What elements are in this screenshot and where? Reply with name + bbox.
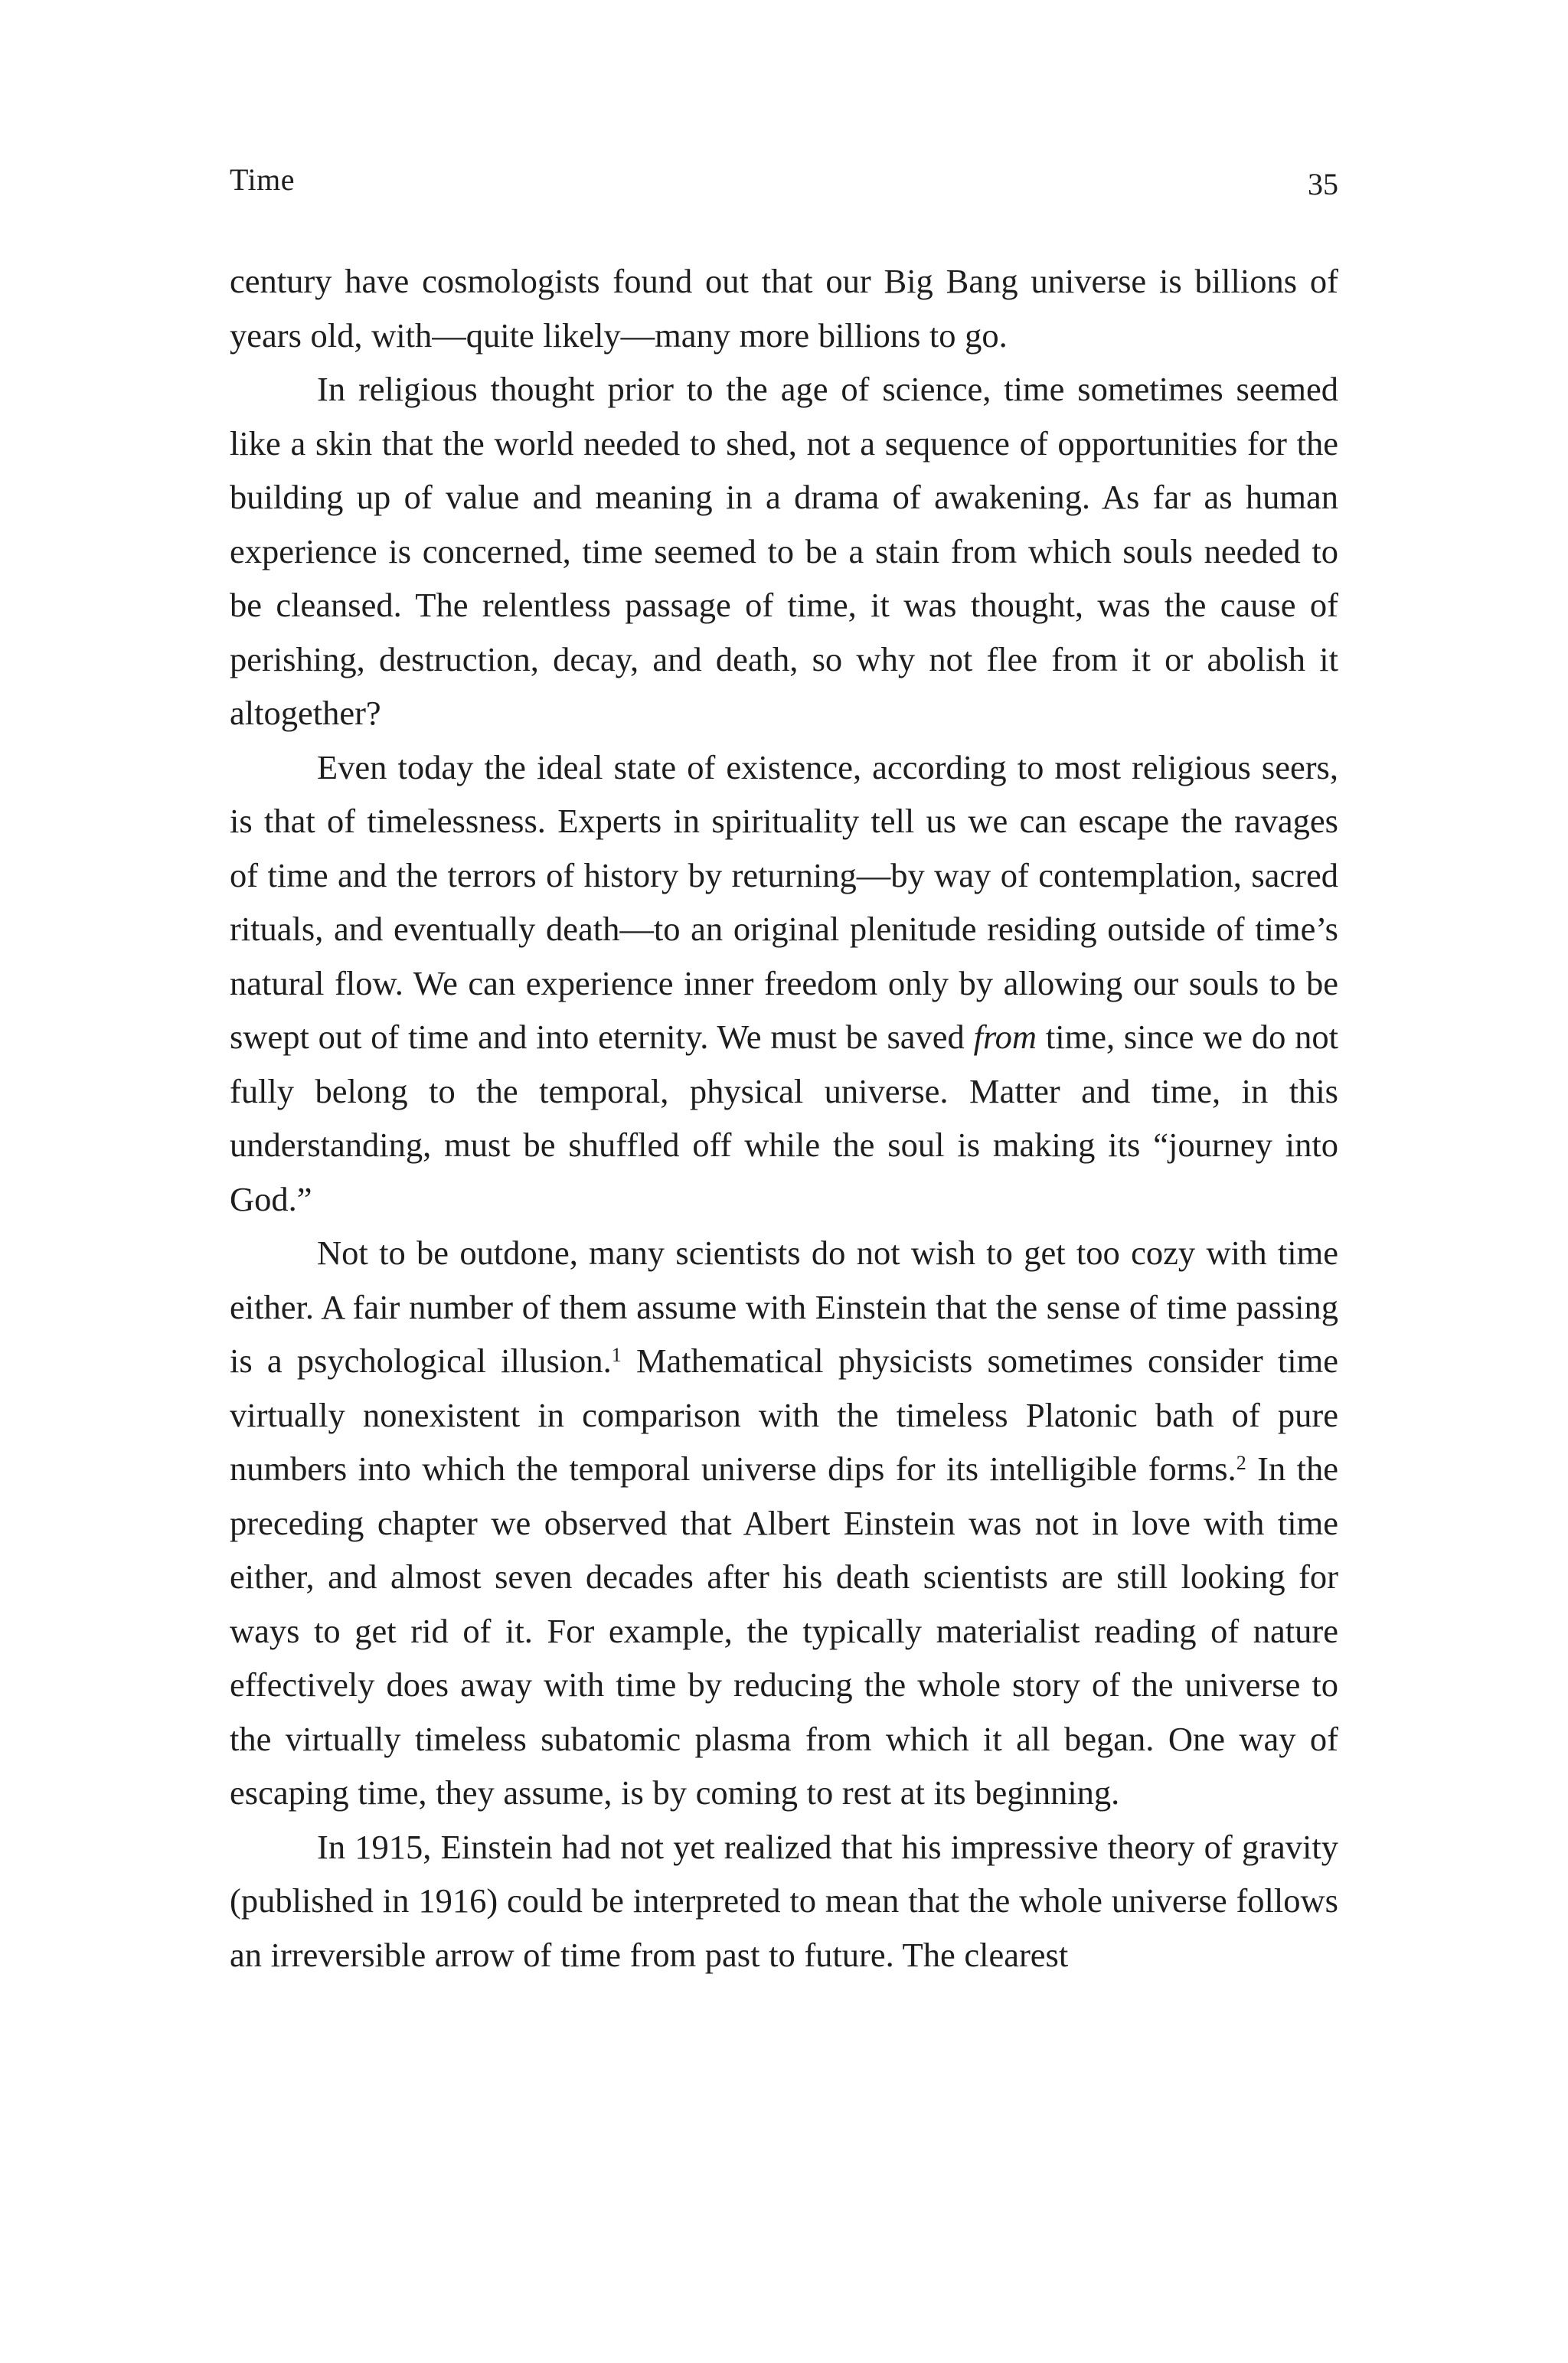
paragraph-5: In 1915, Einstein had not yet realized that his impressive theory of gravity (published in 1916) could be interpreted to mean that the whole universe follows an irreversible arrow of time from past to future. The clearest [230, 1827, 1338, 1974]
paragraph-3-text-before: Even today the ideal state of existence, according to most religious seers, is that of timelessness. Experts in spirituality tell us we can escape the ravages of time and the terrors of history by returning—by way of contemplation, sacred rituals, and eventually death—to an original plenitude residing outside of time’s natural flow. We can experience inner freedom only by allowing our souls to be swept out of time and into eternity. We must be saved [230, 747, 1338, 1056]
running-head-title: Time [230, 162, 296, 197]
body-text [230, 254, 1338, 1982]
paragraph-2: In religious thought prior to the age of science, time sometimes seemed like a skin that the world needed to shed, not a sequence of opportunities for the building up of value and meaning in a drama of awakening. As far as human experience is concerned, time seemed to be a stain from which souls needed to be cleansed. The relentless passage of time, it was thought, was the cause of perishing, destruction, decay, and death, so why not flee from it or abolish it altogether? [230, 370, 1338, 732]
footnote-marker-1[interactable]: 1 [611, 1344, 622, 1367]
paragraph-3-text-after: time, since we do not fully belong to the temporal, physical universe. Matter and time, in this understanding, must be shuffled off while the soul is making its “journey into God.” [230, 1018, 1338, 1218]
paragraph-1: century have cosmologists found out that our Big Bang universe is billions of years old, with—quite likely—many more billions to go. [230, 262, 1338, 355]
paragraph-4 [230, 1226, 1338, 1820]
paragraph-4-text-part1: Not to be outdone, many scientists do not wish to get too cozy with time either. A fair number of them assume with Einstein that the sense of time passing is a psychological illusion. [230, 1234, 1338, 1380]
paragraph-3 [230, 740, 1338, 1227]
page-number: 35 [1308, 167, 1338, 201]
paragraph-4-text-part3: In the preceding chapter we observed that Albert Einstein was not in love with time either, and almost seven decades after his death scientists are still looking for ways to get rid of it. For example, the typically materialist reading of nature effectively does away with time by reducing the whole story of the universe to the virtually timeless subatomic plasma from which it all began. One way of escaping time, they assume, is by coming to rest at its beginning. [230, 1450, 1338, 1812]
italic-emphasis: from [973, 1018, 1037, 1056]
footnote-marker-2[interactable]: 2 [1236, 1452, 1246, 1475]
running-head [230, 157, 1338, 203]
paragraph-4-text-part2: Mathematical physicists sometimes consider time virtually nonexistent in comparison with the timeless Platonic bath of pure numbers into which the temporal universe dips for its intelligible forms. [230, 1342, 1338, 1488]
